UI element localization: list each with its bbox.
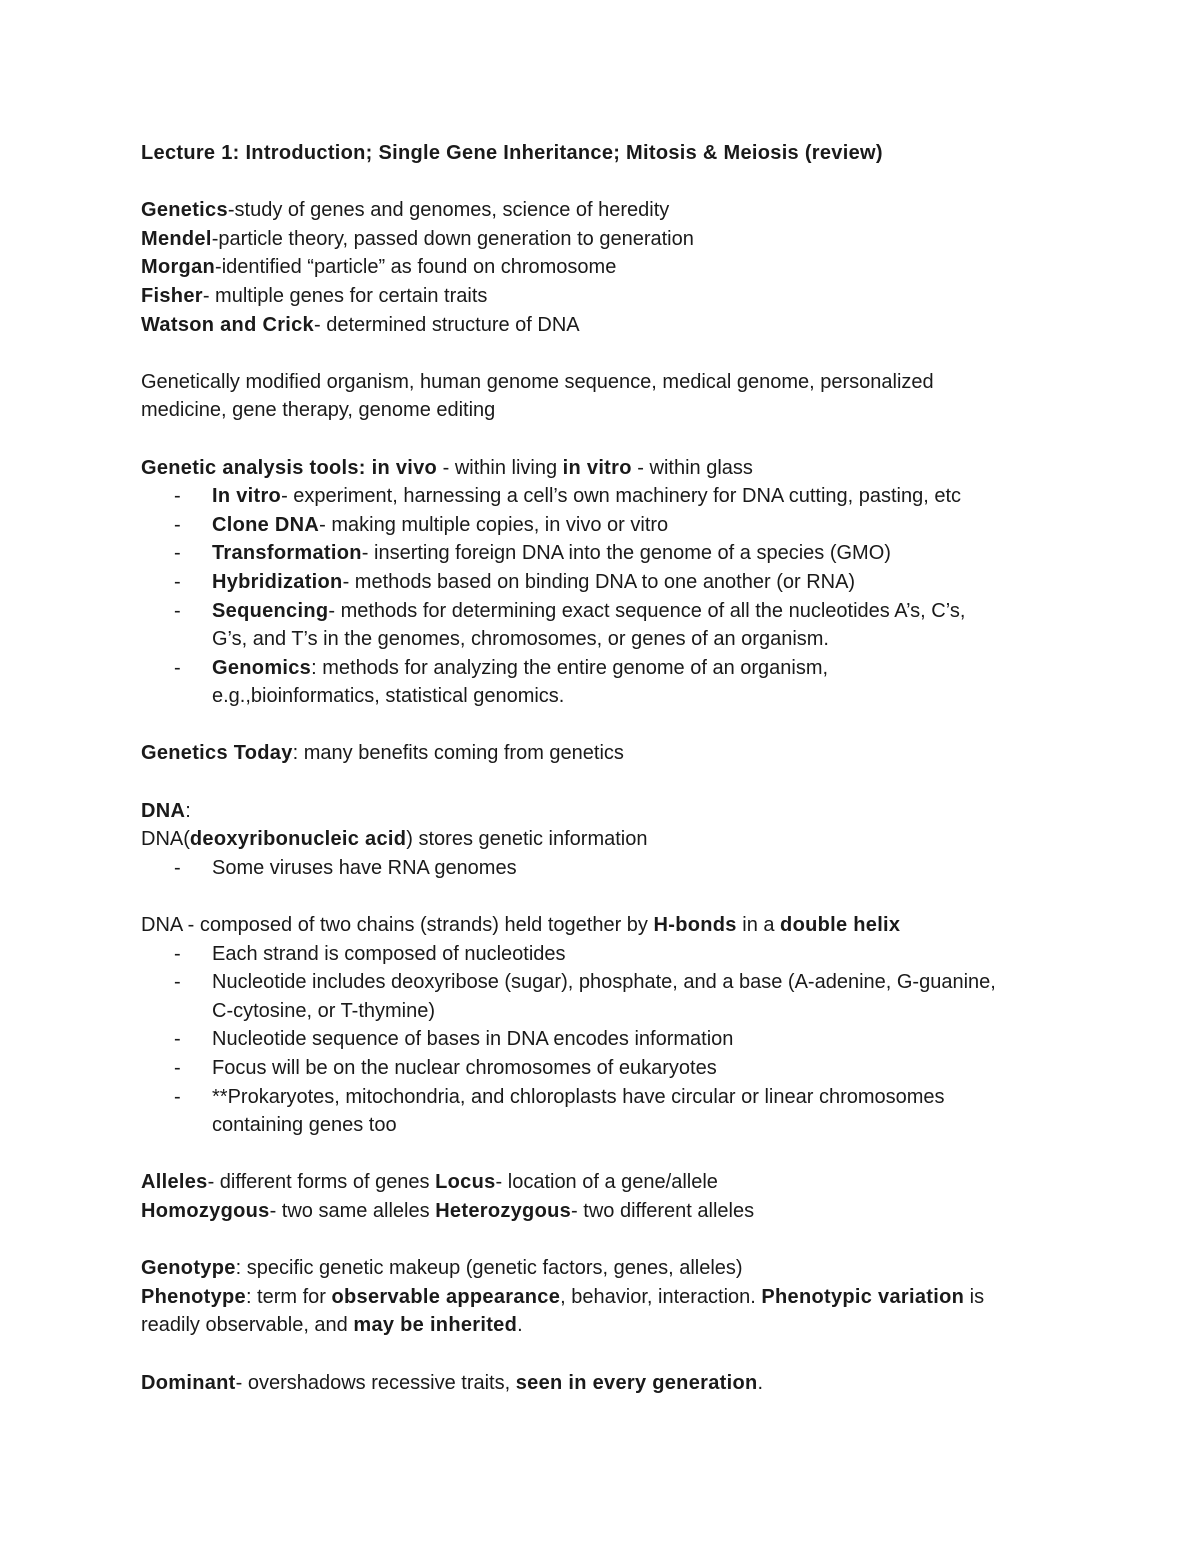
dominant-line: Dominant- overshadows recessive traits, seen in every generation. <box>141 1371 764 1394</box>
dna-bullet-nucleotide: - Nucleotide includes deoxyribose (sugar), phosphate, and a base (A-adenine, G-guanine, <box>174 971 996 994</box>
figure-watson-crick: Watson and Crick- determined structure of DNA <box>141 313 580 336</box>
tools-item-in-vitro: - In vitro- experiment, harnessing a cell’s own machinery for DNA cutting, pasting, etc <box>174 485 962 508</box>
page-title: Lecture 1: Introduction; Single Gene Inheritance; Mitosis & Meiosis (review) <box>141 142 883 164</box>
alleles-line: Alleles- different forms of genes Locus- location of a gene/allele <box>141 1171 718 1194</box>
genotype-line: Genotype: specific genetic makeup (genetic factors, genes, alleles) <box>141 1257 743 1280</box>
tools-item-transformation: - Transformation- inserting foreign DNA into the genome of a species (GMO) <box>174 542 891 565</box>
dna-bullet-nucleotide-cont: C-cytosine, or T-thymine) <box>212 999 436 1022</box>
tools-heading: Genetic analysis tools: in vivo - within living in vitro - within glass <box>141 456 753 479</box>
dna-bullet-rna-viruses: - Some viruses have RNA genomes <box>174 856 517 879</box>
dna-bullet-sequence: - Nucleotide sequence of bases in DNA encodes information <box>174 1028 734 1051</box>
document-content <box>141 139 1081 1397</box>
dna-heading: DNA: <box>141 799 191 822</box>
intro-line-1: Genetically modified organism, human genome sequence, medical genome, personalized <box>141 370 934 393</box>
dna-bullet-focus: - Focus will be on the nuclear chromosomes of eukaryotes <box>174 1057 717 1079</box>
genetics-today: Genetics Today: many benefits coming from genetics <box>141 742 624 765</box>
tools-item-genomics: - Genomics: methods for analyzing the entire genome of an organism, <box>174 656 829 679</box>
figure-genetics: Genetics-study of genes and genomes, science of heredity <box>141 199 670 222</box>
figure-morgan: Morgan-identified “particle” as found on chromosome <box>141 256 617 279</box>
dna-bullet-strand: - Each strand is composed of nucleotides <box>174 942 566 965</box>
phenotype-line-2: readily observable, and may be inherited. <box>141 1314 523 1337</box>
phenotype-line: Phenotype: term for observable appearance, behavior, interaction. Phenotypic variation is <box>141 1285 985 1308</box>
tools-item-sequencing-cont: G’s, and T’s in the genomes, chromosomes, or genes of an organism. <box>212 628 829 651</box>
dna-definition: DNA(deoxyribonucleic acid) stores genetic information <box>141 828 648 851</box>
figure-mendel: Mendel-particle theory, passed down generation to generation <box>141 227 694 250</box>
tools-item-sequencing: - Sequencing- methods for determining exact sequence of all the nucleotides A’s, C’s, <box>174 599 966 622</box>
figure-fisher: Fisher- multiple genes for certain traits <box>141 284 488 307</box>
zygosity-line: Homozygous- two same alleles Heterozygous- two different alleles <box>141 1199 755 1222</box>
tools-item-genomics-cont: e.g.,bioinformatics, statistical genomics. <box>212 685 565 708</box>
intro-line-2: medicine, gene therapy, genome editing <box>141 399 496 422</box>
dna-bullet-prokaryotes: - **Prokaryotes, mitochondria, and chloroplasts have circular or linear chromosomes <box>174 1085 945 1108</box>
tools-item-hybridization: - Hybridization- methods based on binding DNA to one another (or RNA) <box>174 570 856 593</box>
dna-structure: DNA - composed of two chains (strands) held together by H-bonds in a double helix <box>141 914 901 937</box>
tools-item-clone-dna: - Clone DNA- making multiple copies, in vivo or vitro <box>174 513 669 536</box>
dna-bullet-prokaryotes-cont: containing genes too <box>212 1114 397 1137</box>
